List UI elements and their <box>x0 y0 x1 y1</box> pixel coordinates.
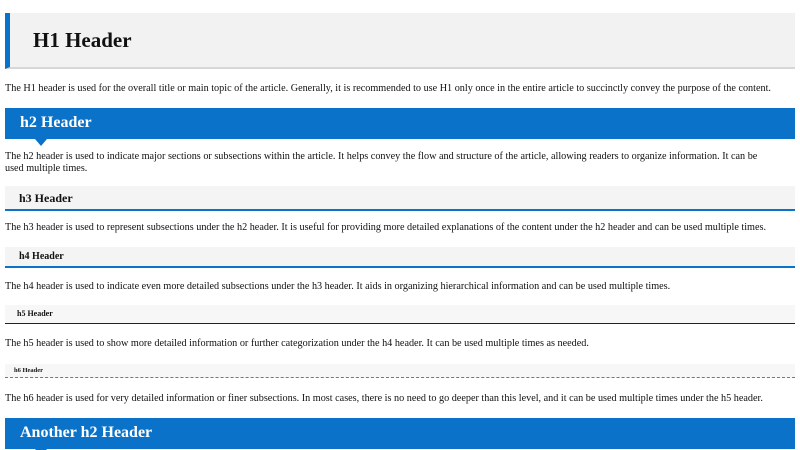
h4-header <box>5 247 795 268</box>
h5-title: h5 Header <box>17 309 53 318</box>
h3-title: h3 Header <box>19 191 73 205</box>
another-h2-title: Another h2 Header <box>20 424 153 441</box>
h5-header <box>5 305 795 324</box>
h2-title: h2 Header <box>20 114 92 131</box>
h4-title: h4 Header <box>19 251 64 262</box>
h3-description: The h3 header is used to represent subsections under the h2 header. It is useful for providing more detailed explanations of the content under the h2 header and can be used multiple times. <box>5 222 767 233</box>
another-h2-header <box>5 418 795 449</box>
h2-description: The h2 header is used to indicate major sections or subsections within the article. It helps convey the flow and structure of the article, allowing readers to organize information. It can be used multiple times. <box>5 151 758 174</box>
h2-header <box>5 108 795 139</box>
h2-pointer-arrow <box>35 139 47 146</box>
h1-description: The H1 header is used for the overall title or main topic of the article. Generally, it is recommended to use H1 only once in the entire article to succinctly convey the purpose of the content. <box>5 83 771 94</box>
h1-header <box>5 13 795 69</box>
h6-title: h6 Header <box>14 367 44 374</box>
h6-header <box>5 364 795 378</box>
h4-description: The h4 header is used to indicate even more detailed subsections under the h3 header. It aids in organizing hierarchical information and can be used multiple times. <box>5 281 671 292</box>
h1-title: H1 Header <box>33 28 132 52</box>
h3-header <box>5 186 795 211</box>
h5-description: The h5 header is used to show more detailed information or further categorization under the h4 header. It can be used multiple times as needed. <box>5 338 589 349</box>
h6-description: The h6 header is used for very detailed information or finer subsections. In most cases, there is no need to go deeper than this level, and it can be used multiple times under the h5 header. <box>5 393 763 404</box>
